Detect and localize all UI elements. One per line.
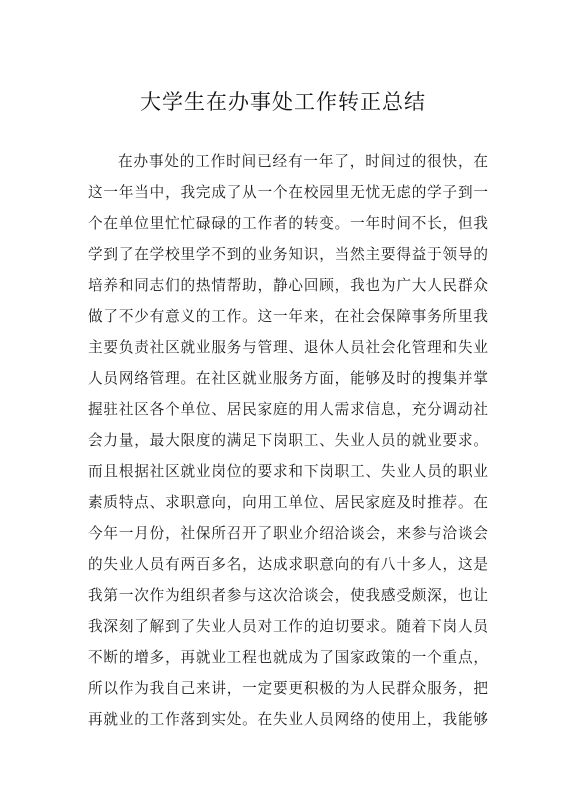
paragraph-line: 所以作为我自己来讲，一定要更积极的为人民群众服务，把 [88, 680, 488, 697]
paragraph-line: 主要负责社区就业服务与管理、退休人员社会化管理和失业 [88, 339, 488, 356]
paragraph-line: 今年一月份，社保所召开了职业介绍洽谈会，来参与洽谈会 [88, 525, 488, 542]
paragraph-line: 这一年当中，我完成了从一个在校园里无忧无虑的学子到一 [88, 184, 488, 201]
paragraph-line: 个在单位里忙忙碌碌的工作者的转变。一年时间不长，但我 [88, 215, 488, 232]
paragraph-line: 做了不少有意义的工作。这一年来，在社会保障事务所里我 [88, 308, 488, 325]
paragraph-line: 学到了在学校里学不到的业务知识，当然主要得益于领导的 [88, 246, 488, 263]
paragraph-line: 在办事处的工作时间已经有一年了，时间过的很快，在 [118, 153, 488, 170]
document-title: 大学生在办事处工作转正总结 [140, 90, 426, 114]
paragraph-line: 我第一次作为组织者参与这次洽谈会，使我感受颇深，也让 [88, 587, 488, 604]
paragraph-line: 再就业的工作落到实处。在失业人员网络的使用上，我能够 [88, 711, 488, 728]
paragraph-line: 而且根据社区就业岗位的要求和下岗职工、失业人员的职业 [88, 463, 488, 480]
paragraph-line: 会力量，最大限度的满足下岗职工、失业人员的就业要求。 [88, 432, 488, 449]
paragraph-line: 不断的增多，再就业工程也就成为了国家政策的一个重点， [88, 649, 488, 666]
paragraph-line: 握驻社区各个单位、居民家庭的用人需求信息，充分调动社 [88, 401, 488, 418]
paragraph-line: 的失业人员有两百多名，达成求职意向的有八十多人，这是 [88, 556, 488, 573]
paragraph-line: 我深刻了解到了失业人员对工作的迫切要求。随着下岗人员 [88, 618, 488, 635]
paragraph-line: 人员网络管理。在社区就业服务方面，能够及时的搜集并掌 [88, 370, 488, 387]
paragraph-line: 培养和同志们的热情帮助，静心回顾，我也为广大人民群众 [88, 277, 488, 294]
paragraph-line: 素质特点、求职意向，向用工单位、居民家庭及时推荐。在 [88, 494, 488, 511]
